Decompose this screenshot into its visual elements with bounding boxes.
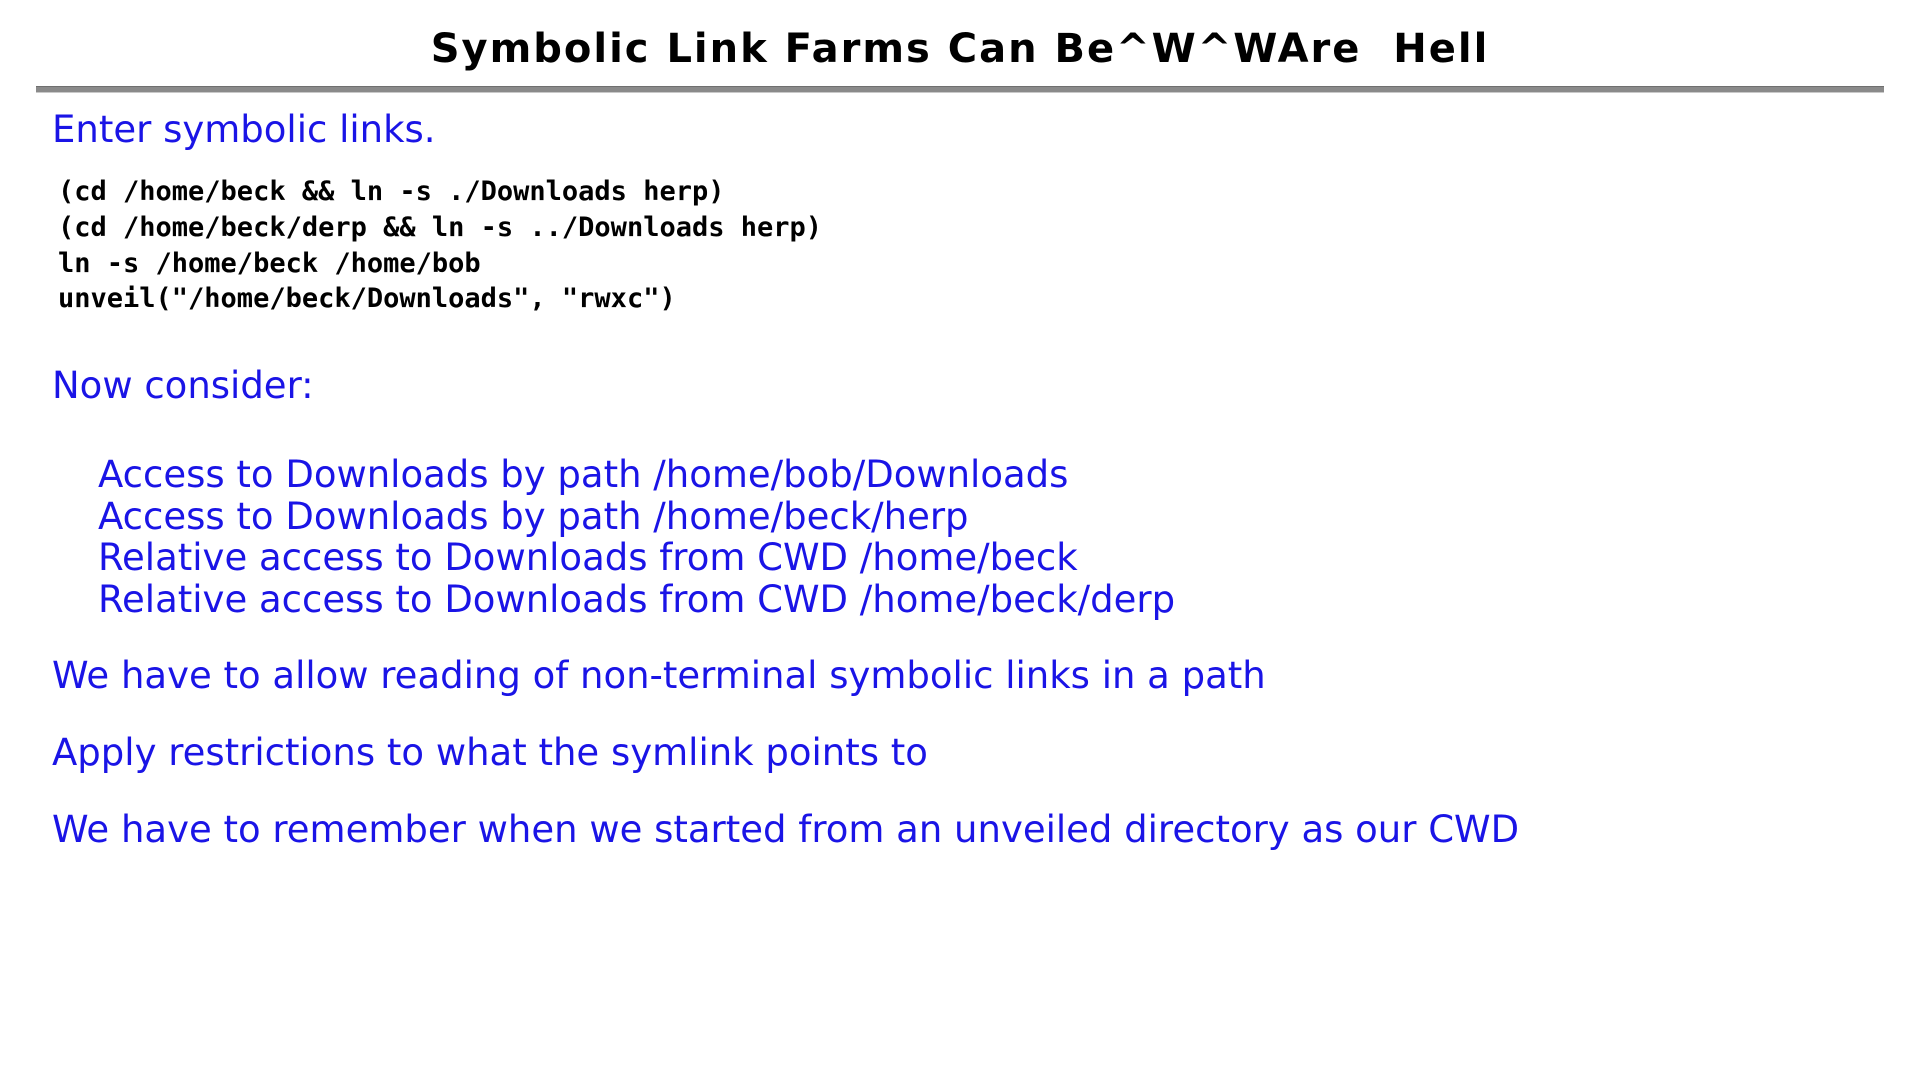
code-line: ln -s /home/beck /home/bob [58,247,481,279]
code-line: (cd /home/beck/derp && ln -s ../Downloads herp) [58,212,823,244]
bullet-list [0,454,1920,620]
paragraph-remember-cwd: We have to remember when we started from an unveiled directory as our CWD [52,808,1520,852]
list-item: Access to Downloads by path /home/beck/herp [98,494,969,538]
consider-heading: Now consider: [52,363,314,407]
code-block [0,174,1920,317]
spacer [0,317,1920,365]
spacer [0,697,1920,731]
spacer [0,620,1920,654]
code-line: (cd /home/beck && ln -s ./Downloads herp) [58,176,725,208]
intro-text: Enter symbolic links. [52,108,436,151]
paragraph-allow-reading: We have to allow reading of non-terminal symbolic links in a path [52,654,1266,698]
paragraph-apply-restrictions: Apply restrictions to what the symlink points to [52,731,928,775]
list-item: Access to Downloads by path /home/bob/Downloads [98,453,1069,497]
title-divider [36,86,1884,93]
spacer [0,406,1920,454]
list-item: Relative access to Downloads from CWD /home/beck [98,536,1078,580]
spacer [0,774,1920,808]
code-line: unveil("/home/beck/Downloads", "rwxc") [58,283,676,315]
list-item: Relative access to Downloads from CWD /home/beck/derp [98,577,1176,621]
page-title: Symbolic Link Farms Can Be^W^WAre Hell [430,26,1490,72]
slide-body [0,93,1920,851]
